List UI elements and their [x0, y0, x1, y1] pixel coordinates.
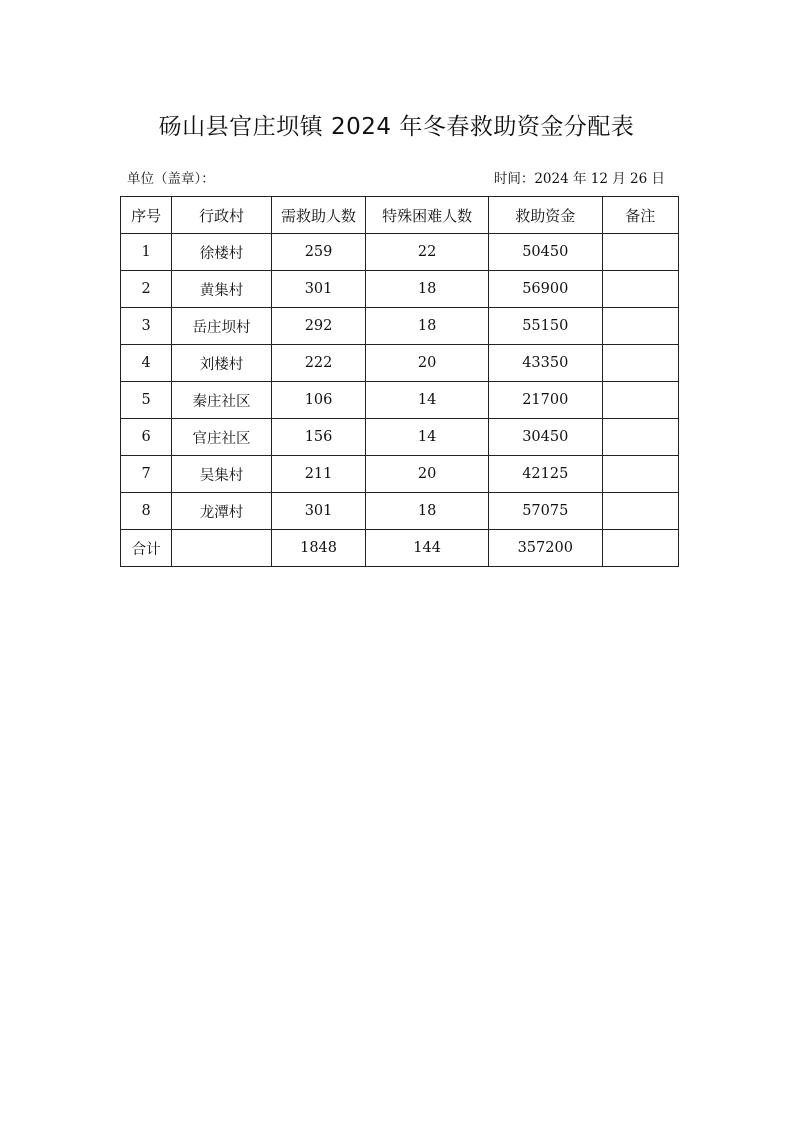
cell-village: 徐楼村: [172, 234, 272, 271]
cell-funds: 57075: [488, 493, 602, 530]
cell-special: 14: [366, 419, 489, 456]
header-village: 行政村: [172, 197, 272, 234]
cell-special: 18: [366, 493, 489, 530]
allocation-table: [120, 196, 679, 567]
cell-village: 刘楼村: [172, 345, 272, 382]
cell-total-note: [602, 530, 678, 567]
table-row: [121, 419, 679, 456]
table-header-row: [121, 197, 679, 234]
cell-special: 20: [366, 456, 489, 493]
cell-special: 18: [366, 308, 489, 345]
cell-note: [602, 419, 678, 456]
cell-village: 吴集村: [172, 456, 272, 493]
cell-persons: 301: [271, 271, 366, 308]
cell-persons: 301: [271, 493, 366, 530]
cell-special: 22: [366, 234, 489, 271]
cell-village: 龙潭村: [172, 493, 272, 530]
cell-total-special: 144: [366, 530, 489, 567]
cell-note: [602, 456, 678, 493]
table-row: [121, 382, 679, 419]
cell-funds: 42125: [488, 456, 602, 493]
cell-note: [602, 308, 678, 345]
cell-funds: 30450: [488, 419, 602, 456]
cell-persons: 211: [271, 456, 366, 493]
cell-funds: 56900: [488, 271, 602, 308]
cell-funds: 43350: [488, 345, 602, 382]
table-row: [121, 345, 679, 382]
document-title: 砀山县官庄坝镇 2024 年冬春救助资金分配表: [158, 114, 635, 140]
cell-village: 岳庄坝村: [172, 308, 272, 345]
cell-note: [602, 345, 678, 382]
cell-serial: 2: [121, 271, 172, 308]
cell-funds: 21700: [488, 382, 602, 419]
cell-persons: 259: [271, 234, 366, 271]
header-persons-needing-aid: 需救助人数: [271, 197, 366, 234]
table-total-row: [121, 530, 679, 567]
cell-special: 20: [366, 345, 489, 382]
cell-village: 官庄社区: [172, 419, 272, 456]
cell-total-label: 合计: [121, 530, 172, 567]
unit-stamp-label: 单位（盖章）：: [127, 171, 215, 187]
cell-serial: 6: [121, 419, 172, 456]
cell-funds: 50450: [488, 234, 602, 271]
cell-persons: 292: [271, 308, 366, 345]
cell-special: 14: [366, 382, 489, 419]
cell-serial: 4: [121, 345, 172, 382]
cell-special: 18: [366, 271, 489, 308]
header-serial: 序号: [121, 197, 172, 234]
table-row: [121, 456, 679, 493]
table-row: [121, 493, 679, 530]
cell-note: [602, 493, 678, 530]
date-label: 时间：2024 年 12 月 26 日: [493, 171, 665, 187]
cell-total-persons: 1848: [271, 530, 366, 567]
cell-persons: 222: [271, 345, 366, 382]
header-aid-funds: 救助资金: [488, 197, 602, 234]
cell-funds: 55150: [488, 308, 602, 345]
cell-serial: 8: [121, 493, 172, 530]
cell-persons: 156: [271, 419, 366, 456]
cell-persons: 106: [271, 382, 366, 419]
cell-serial: 1: [121, 234, 172, 271]
header-special-hardship: 特殊困难人数: [366, 197, 489, 234]
cell-note: [602, 382, 678, 419]
cell-village: 秦庄社区: [172, 382, 272, 419]
cell-note: [602, 234, 678, 271]
cell-note: [602, 271, 678, 308]
cell-serial: 5: [121, 382, 172, 419]
header-remarks: 备注: [602, 197, 678, 234]
cell-total-village: [172, 530, 272, 567]
cell-serial: 7: [121, 456, 172, 493]
cell-village: 黄集村: [172, 271, 272, 308]
table-row: [121, 308, 679, 345]
cell-serial: 3: [121, 308, 172, 345]
table-row: [121, 271, 679, 308]
table-row: [121, 234, 679, 271]
cell-total-funds: 357200: [488, 530, 602, 567]
